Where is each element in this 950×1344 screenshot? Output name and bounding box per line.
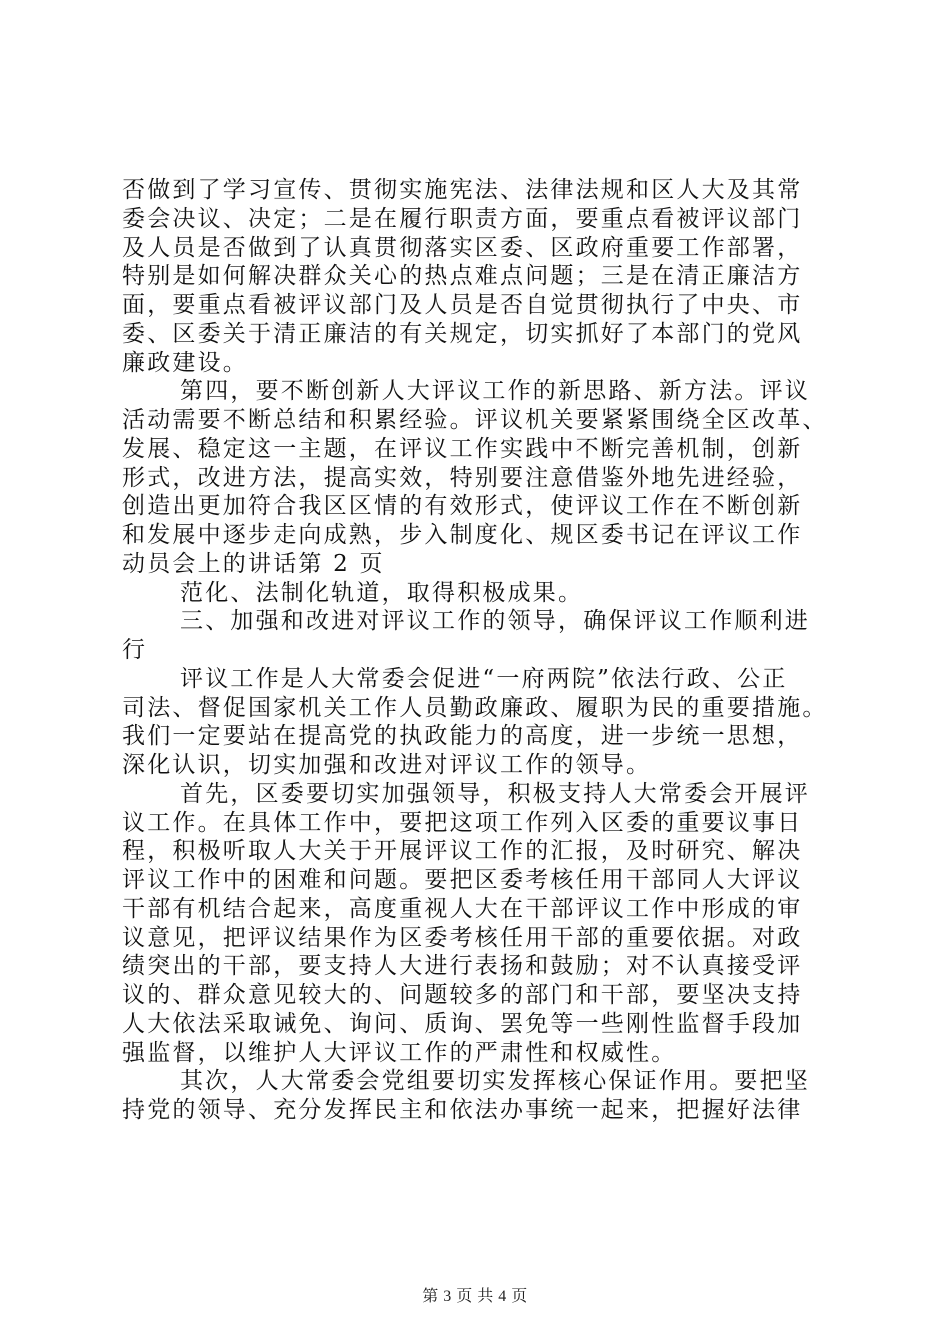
text-line: 议工作。在具体工作中，要把这项工作列入区委的重要议事日	[122, 809, 803, 836]
body-text	[122, 176, 838, 1125]
text-line: 议意见，把评议结果作为区委考核任用干部的重要依据。对政	[122, 924, 803, 951]
text-line: 我们一定要站在提高党的执政能力的高度，进一步统一思想，	[122, 723, 803, 750]
text-line: 发展、稳定这一主题，在评议工作实践中不断完善机制，创新	[122, 435, 803, 462]
text-line: 干部有机结合起来，高度重视人大在干部评议工作中形成的审	[122, 895, 803, 922]
text-line: 评议工作是人大常委会促进“一府两院”依法行政、公正	[180, 665, 788, 692]
text-line: 及人员是否做到了认真贯彻落实区委、区政府重要工作部署，	[122, 234, 803, 261]
text-line: 动员会上的讲话第 2 页	[122, 550, 385, 577]
text-line: 范化、法制化轨道，取得积极成果。	[180, 579, 584, 606]
text-line: 特别是如何解决群众关心的热点难点问题；三是在清正廉洁方	[122, 263, 803, 290]
text-line: 面，要重点看被评议部门及人员是否自觉贯彻执行了中央、市	[122, 292, 803, 318]
text-line: 深化认识，切实加强和改进对评议工作的领导。	[122, 752, 652, 778]
text-line: 人大依法采取诫免、询问、质询、罢免等一些刚性监督手段加	[122, 1010, 803, 1037]
text-line: 其次，人大常委会党组要切实发挥核心保证作用。要把坚	[180, 1068, 810, 1095]
text-line: 创造出更加符合我区区情的有效形式，使评议工作在不断创新	[122, 493, 803, 520]
text-line: 评议工作中的困难和问题。要把区委考核任用干部同人大评议	[122, 867, 803, 893]
text-line: 议的、群众意见较大的、问题较多的部门和干部，要坚决支持	[122, 982, 803, 1008]
text-line: 首先，区委要切实加强领导，积极支持人大常委会开展评	[180, 780, 810, 807]
text-line: 形式，改进方法，提高实效，特别要注意借鉴外地先进经验，	[122, 464, 803, 491]
text-line: 活动需要不断总结和积累经验。评议机关要紧紧围绕全区改革、	[122, 407, 828, 433]
page-footer: 第 3 页 共 4 页	[422, 1288, 528, 1305]
text-line: 司法、督促国家机关工作人员勤政廉政、履职为民的重要措施。	[122, 694, 828, 721]
text-line: 否做到了学习宣传、贯彻实施宪法、法律法规和区人大及其常	[122, 177, 803, 203]
text-line: 持党的领导、充分发挥民主和依法办事统一起来，把握好法律	[122, 1097, 803, 1123]
text-line: 强监督，以维护人大评议工作的严肃性和权威性。	[122, 1039, 677, 1066]
text-line: 廉政建设。	[122, 349, 248, 376]
text-line: 委、区委关于清正廉洁的有关规定，切实抓好了本部门的党风	[122, 320, 803, 347]
text-line: 委会决议、决定；二是在履行职责方面，要重点看被评议部门	[122, 205, 803, 232]
text-line: 绩突出的干部，要支持人大进行表扬和鼓励；对不认真接受评	[122, 953, 803, 980]
text-line: 第四，要不断创新人大评议工作的新思路、新方法。评议	[180, 378, 810, 405]
text-line: 行	[122, 637, 148, 663]
text-line: 三、加强和改进对评议工作的领导，确保评议工作顺利进	[180, 608, 810, 635]
text-line: 程，积极听取人大关于开展评议工作的汇报，及时研究、解决	[122, 838, 803, 865]
text-line: 和发展中逐步走向成熟，步入制度化、规区委书记在评议工作	[122, 522, 803, 548]
